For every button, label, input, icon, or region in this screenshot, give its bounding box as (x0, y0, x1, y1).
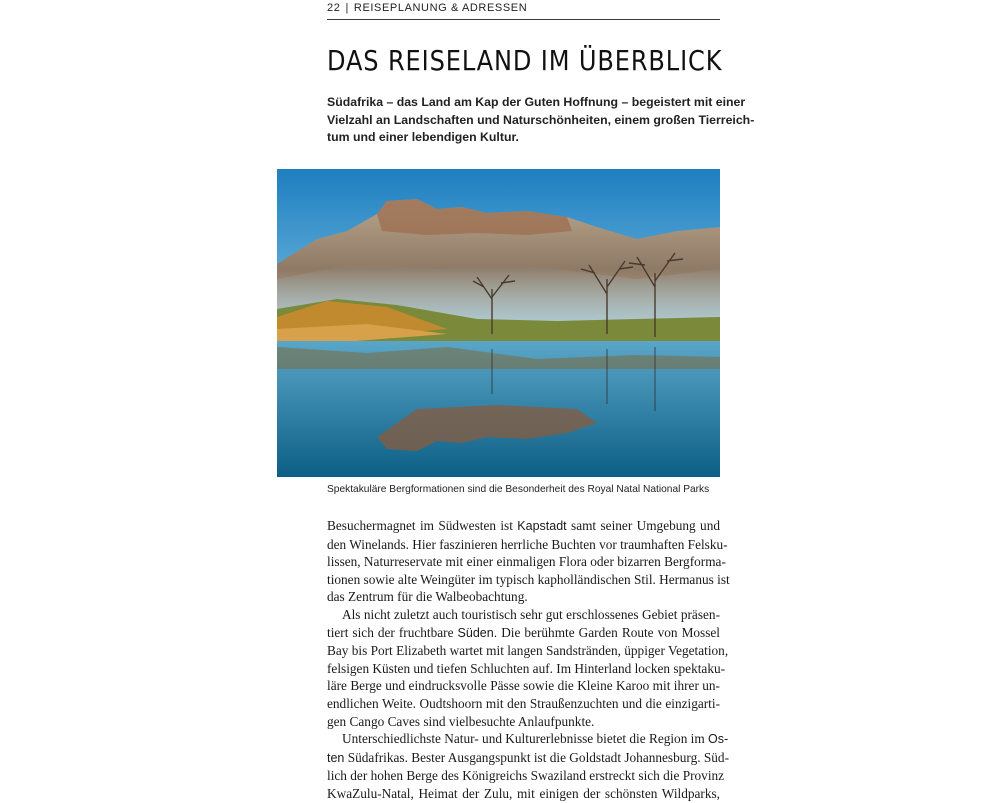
text-line: endlichen Weite. Oudtshoorn mit den Straußenzuchten und die einzigarti- (327, 695, 720, 711)
keyword-kapstadt: Kapstadt (517, 519, 567, 533)
text-line: lissen, Naturreservate mit einer einmaligen Flora oder bizarren Bergforma- (327, 554, 726, 570)
landscape-photo (277, 169, 720, 477)
text-line: KwaZulu-Natal, Heimat der Zulu, mit einigen der schönsten Wildparks, (327, 785, 720, 801)
text-line: den Winelands. Hier faszinieren herrliche Buchten vor traumhaften Felsku- (327, 536, 728, 552)
text-line: Bay bis Port Elizabeth wartet mit langen Sandstränden, üppiger Vegetation, (327, 643, 729, 659)
text-line: gen Cango Caves sind vielbesuchte Anlaufpunkte. (327, 713, 595, 729)
body-text (327, 517, 730, 803)
intro-line: Südafrika – das Land am Kap der Guten Hoffnung – begeistert mit einer (327, 95, 746, 109)
text-line: das Zentrum für die Walbeobachtung. (327, 589, 528, 605)
text-line: ten Südafrikas. Bester Ausgangspunkt ist die Goldstadt Johannesburg. Süd- (327, 749, 729, 765)
section-title: REISEPLANUNG & ADRESSEN (353, 2, 528, 14)
text-line: Unterschiedlichste Natur- und Kulturerlebnisse bietet die Region im Os- (342, 731, 729, 747)
page-number: 22 (327, 2, 341, 14)
keyword-osten-cont: ten (327, 750, 345, 765)
photo-caption: Spektakuläre Bergformationen sind die Besonderheit des Royal Natal National Parks (327, 484, 710, 495)
intro-line: tum und einer lebendigen Kultur. (327, 130, 519, 144)
text-line: tionen sowie alte Weingüter im typisch kapholländischen Stil. Hermanus ist (327, 571, 730, 587)
keyword-osten: Os- (708, 732, 729, 747)
keyword-sueden: Süden. (457, 625, 498, 640)
text-line: felsigen Küsten und tiefen Schluchten auf. Im Hinterland locken spektaku- (327, 660, 726, 676)
text-line: Als nicht zuletzt auch touristisch sehr gut erschlossenes Gebiet präsen- (342, 606, 720, 622)
intro-line: Vielzahl an Landschaften und Naturschönheiten, einem großen Tierreich- (327, 112, 755, 127)
running-header (327, 0, 720, 20)
text-line: lich der hohen Berge des Königreichs Swaziland erstreckt sich die Provinz (327, 768, 725, 784)
text-line: Besuchermagnet im Südwesten ist Kapstadt samt seiner Umgebung und (327, 518, 721, 533)
text-line: tiert sich der fruchtbare Süden. Die berühmte Garden Route von Mossel (327, 624, 720, 640)
text-line: läre Berge und eindrucksvolle Pässe sowie die Kleine Karoo mit ihrer un- (327, 678, 720, 694)
page-title: DAS REISELAND IM ÜBERBLICK (327, 44, 723, 77)
landscape-illustration (277, 169, 720, 477)
intro-paragraph (327, 94, 755, 147)
header-separator: | (345, 2, 349, 14)
